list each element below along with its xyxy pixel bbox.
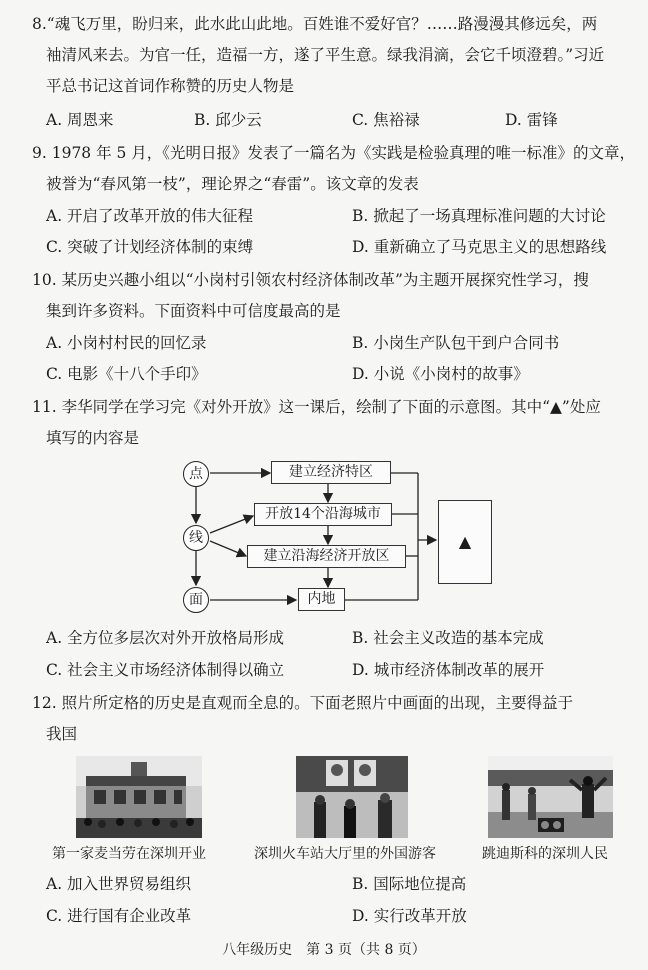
line-circle: 线: [183, 525, 209, 551]
q11-stem-line1: 11. 李华同学在学习完《对外开放》这一课后，绘制了下面的示意图。其中“▲”处应: [32, 398, 601, 416]
q10-stem-line2: 集到许多资料。下面资料中可信度最高的是: [46, 302, 341, 320]
q11-option-b: B. 社会主义改造的基本完成: [352, 629, 544, 647]
q10-stem-line1: 10. 某历史兴趣小组以“小岗村引领农村经济体制改革”为主题开展探究性学习，搜: [32, 271, 589, 289]
q12-option-c: C. 进行国有企业改革: [46, 907, 192, 925]
q12-option-a: A. 加入世界贸易组织: [46, 875, 192, 893]
q9-option-c: C. 突破了计划经济体制的束缚: [46, 238, 254, 256]
q12-stem-line1: 12. 照片所定格的历史是直观而全息的。下面老照片中画面的出现，主要得益于: [32, 694, 574, 712]
q8-option-c: C. 焦裕禄: [352, 111, 420, 129]
q10-option-b: B. 小岗生产队包干到户合同书: [352, 334, 560, 352]
q9-option-b: B. 掀起了一场真理标准问题的大讨论: [352, 207, 606, 225]
box-14-coastal-cities: 开放14个沿海城市: [254, 503, 392, 526]
photo-shenzhen-station: [296, 756, 408, 838]
box-coastal-open-zones: 建立沿海经济开放区: [247, 545, 406, 568]
q9-stem-line2: 被誉为“春风第一枝”，理论界之“春雷”。该文章的发表: [46, 175, 419, 193]
q11-option-a: A. 全方位多层次对外开放格局形成: [46, 629, 285, 647]
q11-option-d: D. 城市经济体制改革的展开: [352, 661, 545, 679]
q11-option-c: C. 社会主义市场经济体制得以确立: [46, 661, 285, 679]
opening-up-diagram: [178, 455, 498, 615]
q8-stem-line2: 袖清风来去。为官一任，造福一方，遂了平生意。绿我涓滴，会它千顷澄碧。”习近: [46, 46, 605, 64]
q9-stem-line1: 9. 1978 年 5 月，《光明日报》发表了一篇名为《实践是检验真理的唯一标准》的文章，: [32, 144, 636, 162]
q12-option-b: B. 国际地位提高: [352, 875, 467, 893]
q12-stem-line2: 我国: [46, 725, 78, 743]
box-special-economic-zones: 建立经济特区: [271, 461, 391, 484]
q10-option-d: D. 小说《小岗村的故事》: [352, 365, 529, 383]
target-box: ▲: [438, 500, 492, 584]
q10-option-c: C. 电影《十八个手印》: [46, 365, 207, 383]
page-footer: 八年级历史 第 3 页（共 8 页）: [222, 942, 426, 958]
photo-caption-1: 第一家麦当劳在深圳开业: [52, 846, 206, 862]
q8-stem-line1: 8.“魂飞万里，盼归来，此水此山此地。百姓谁不爱好官？……路漫漫其修远矣，两: [32, 15, 598, 33]
q10-option-a: A. 小岗村村民的回忆录: [46, 334, 207, 352]
q11-stem-line2: 填写的内容是: [46, 429, 140, 447]
point-circle: 点: [183, 461, 209, 487]
q8-option-d: D. 雷锋: [505, 111, 558, 129]
q8-option-b: B. 邱少云: [194, 111, 262, 129]
q8-stem-line3: 平总书记这首词作称赞的历史人物是: [46, 77, 295, 95]
photo-caption-2: 深圳火车站大厅里的外国游客: [254, 846, 436, 862]
q9-option-a: A. 开启了改革开放的伟大征程: [46, 207, 254, 225]
photo-disco-dancers: [488, 756, 613, 838]
area-circle: 面: [183, 587, 209, 613]
q8-option-a: A. 周恩来: [46, 111, 114, 129]
q12-option-d: D. 实行改革开放: [352, 907, 467, 925]
box-inland: 内地: [298, 588, 345, 611]
q9-option-d: D. 重新确立了马克思主义的思想路线: [352, 238, 607, 256]
photo-caption-3: 跳迪斯科的深圳人民: [482, 846, 608, 862]
photo-mcdonalds: [76, 756, 202, 838]
